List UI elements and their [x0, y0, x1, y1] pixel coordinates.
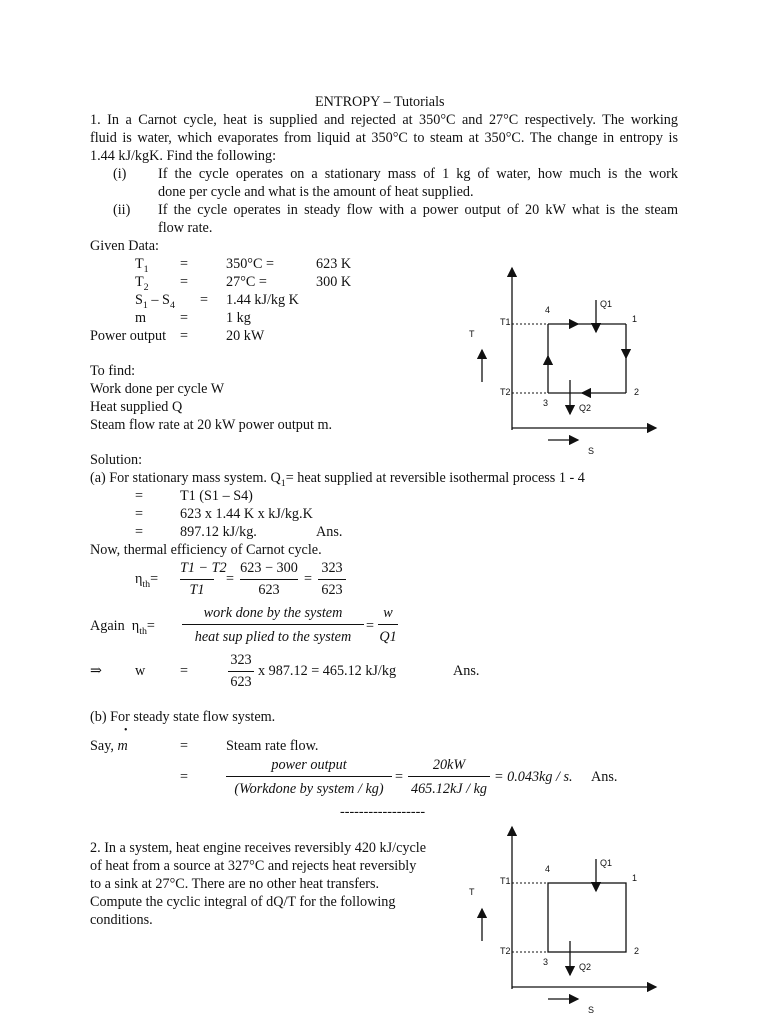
frac-numerator: w	[383, 605, 393, 621]
axis-y-label: T	[469, 887, 475, 897]
answer-tag: Ans.	[316, 524, 343, 540]
again-label: Again $\eta_{th}=$	[90, 618, 155, 637]
page-title: ENTROPY – Tutorials	[315, 94, 445, 110]
frac-denominator: 623	[230, 674, 252, 690]
q1-item-number: (i)	[113, 166, 127, 182]
q1-item-text: If the cycle operates in steady flow with a power output of 20 kW what is the steam	[158, 202, 678, 218]
power-output-value: 20 kW	[226, 328, 265, 344]
equals-sign: =	[395, 769, 404, 785]
given-value: 1.44 kJ/kg K	[226, 292, 299, 308]
answer-tag: Ans.	[591, 769, 618, 785]
axis-x-label: S	[588, 1005, 595, 1015]
frac-numerator: 623 − 300	[240, 560, 298, 576]
ts-diagram-1	[460, 262, 665, 457]
t2-label: T2	[500, 387, 511, 397]
w-label: w	[135, 663, 146, 679]
given-symbol: $T_2$	[135, 274, 149, 293]
q2-line: conditions.	[90, 912, 153, 928]
steam-rate-label: Steam rate flow.	[226, 738, 319, 754]
section-separator: ------------------	[340, 804, 426, 820]
point-3-label: 3	[543, 957, 549, 967]
solution-heading: Solution:	[90, 452, 143, 468]
frac-numerator: T1 − T2	[180, 560, 227, 576]
q2-line: Compute the cyclic integral of dQ/T for the following	[90, 894, 396, 910]
point-2-label: 2	[634, 387, 640, 397]
to-find-item: Steam flow rate at 20 kW power output m.	[90, 417, 333, 433]
m-dot: •	[124, 725, 128, 736]
frac-numerator: work done by the system	[203, 605, 343, 621]
fraction-bar	[228, 671, 254, 672]
frac-denominator: 465.12kJ / kg	[410, 781, 488, 797]
t2-label: T2	[500, 946, 511, 956]
frac-denominator: Q1	[379, 629, 397, 645]
point-2-label: 2	[634, 946, 640, 956]
frac-denominator: 623	[258, 582, 280, 598]
given-result: 300 K	[316, 274, 352, 290]
eta-label: $\eta_{th}=$	[135, 571, 159, 590]
given-heading: Given Data:	[90, 238, 159, 254]
point-1-label: 1	[632, 314, 638, 324]
w-result: x 987.12 = 465.12 kJ/kg	[258, 663, 397, 679]
frac-denominator: heat sup plied to the system	[194, 629, 352, 645]
b-result: = 0.043kg / s.	[494, 769, 573, 785]
given-result: 623 K	[316, 256, 352, 272]
q2-line: to a sink at 27°C. There are no other heat transfers.	[90, 876, 380, 892]
given-equals: =	[180, 328, 189, 344]
answer-tag: Ans.	[453, 663, 480, 679]
fraction-bar	[180, 579, 214, 580]
fraction-bar	[226, 776, 392, 777]
step-equals: =	[135, 488, 144, 504]
equals-sign: =	[366, 618, 375, 634]
frac-numerator: 323	[230, 652, 252, 668]
part-b-heading: (b) For steady state flow system.	[90, 709, 276, 725]
fraction-bar	[408, 776, 490, 777]
q2-line: 2. In a system, heat engine receives reversibly 420 kJ/cycle	[90, 840, 427, 856]
say-label: Say, m	[90, 738, 128, 754]
to-find-item: Work done per cycle W	[90, 381, 225, 397]
equals-sign: =	[180, 738, 189, 754]
efficiency-intro: Now, thermal efficiency of Carnot cycle.	[90, 542, 322, 558]
q2-label: Q2	[579, 962, 592, 972]
frac-numerator: 20kW	[432, 757, 466, 773]
given-value: 350°C =	[226, 256, 274, 272]
q2-line: of heat from a source at 327°C and rejects heat reversibly	[90, 858, 417, 874]
point-1-label: 1	[632, 873, 638, 883]
point-4-label: 4	[545, 864, 551, 874]
fraction-bar	[240, 579, 298, 580]
given-equals: =	[180, 310, 189, 326]
q1-item-text: flow rate.	[158, 220, 213, 236]
given-equals: =	[180, 256, 189, 272]
q1-label: Q1	[600, 858, 613, 868]
given-symbol: $T_1$	[135, 256, 149, 275]
axis-x-label: S	[588, 446, 595, 456]
step-equals: =	[135, 524, 144, 540]
to-find-heading: To find:	[90, 363, 136, 379]
q1-item-text: If the cycle operates on a stationary mass of 1 kg of water, how much is the work	[158, 166, 678, 182]
frac-denominator: T1	[189, 582, 205, 598]
q2-label: Q2	[579, 403, 592, 413]
implies-symbol: ⇒	[90, 663, 102, 679]
ts-diagram-2	[460, 821, 665, 1021]
q1-line-1: 1. In a Carnot cycle, heat is supplied and rejected at 350°C and 27°C respectively. The working	[90, 112, 678, 128]
q1-item-number: (ii)	[113, 202, 131, 218]
step-expression: T1 (S1 – S4)	[180, 488, 253, 504]
step-expression: 897.12 kJ/kg.	[180, 524, 257, 540]
frac-numerator: 323	[321, 560, 343, 576]
t1-label: T1	[500, 876, 511, 886]
step-expression: 623 x 1.44 K x kJ/kg.K	[180, 506, 313, 522]
cycle-rectangle	[548, 883, 626, 952]
step-equals: =	[135, 506, 144, 522]
fraction-bar	[318, 579, 346, 580]
point-3-label: 3	[543, 398, 549, 408]
frac-denominator: (Workdone by system / kg)	[234, 781, 384, 797]
q1-line-2: fluid is water, which evaporates from liquid at 350°C to steam at 350°C. The change in entropy is	[90, 130, 678, 146]
given-symbol: m	[135, 310, 147, 326]
equals-sign: =	[180, 769, 189, 785]
point-4-label: 4	[545, 305, 551, 315]
equals-sign: =	[180, 663, 189, 679]
q1-line-3: 1.44 kJ/kgK. Find the following:	[90, 148, 277, 164]
given-symbol: $S_1 - S_4$	[135, 292, 175, 311]
power-output-label: Power output	[90, 328, 167, 344]
equals-sign: =	[304, 571, 313, 587]
given-value: 27°C =	[226, 274, 267, 290]
q1-label: Q1	[600, 299, 613, 309]
to-find-item: Heat supplied Q	[90, 399, 183, 415]
given-value: 1 kg	[226, 310, 251, 326]
part-a-line: (a) For stationary mass system. $Q_1=$ heat supplied at reversible isothermal process 1 - 4	[90, 470, 585, 489]
q1-item-text: done per cycle and what is the amount of heat supplied.	[158, 184, 474, 200]
t1-label: T1	[500, 317, 511, 327]
frac-numerator: power output	[271, 757, 347, 773]
frac-denominator: 623	[321, 582, 343, 598]
fraction-bar	[182, 624, 364, 625]
given-equals: =	[180, 274, 189, 290]
given-equals: =	[200, 292, 209, 308]
fraction-bar	[378, 624, 398, 625]
axis-y-label: T	[469, 329, 475, 339]
equals-sign: =	[226, 571, 235, 587]
